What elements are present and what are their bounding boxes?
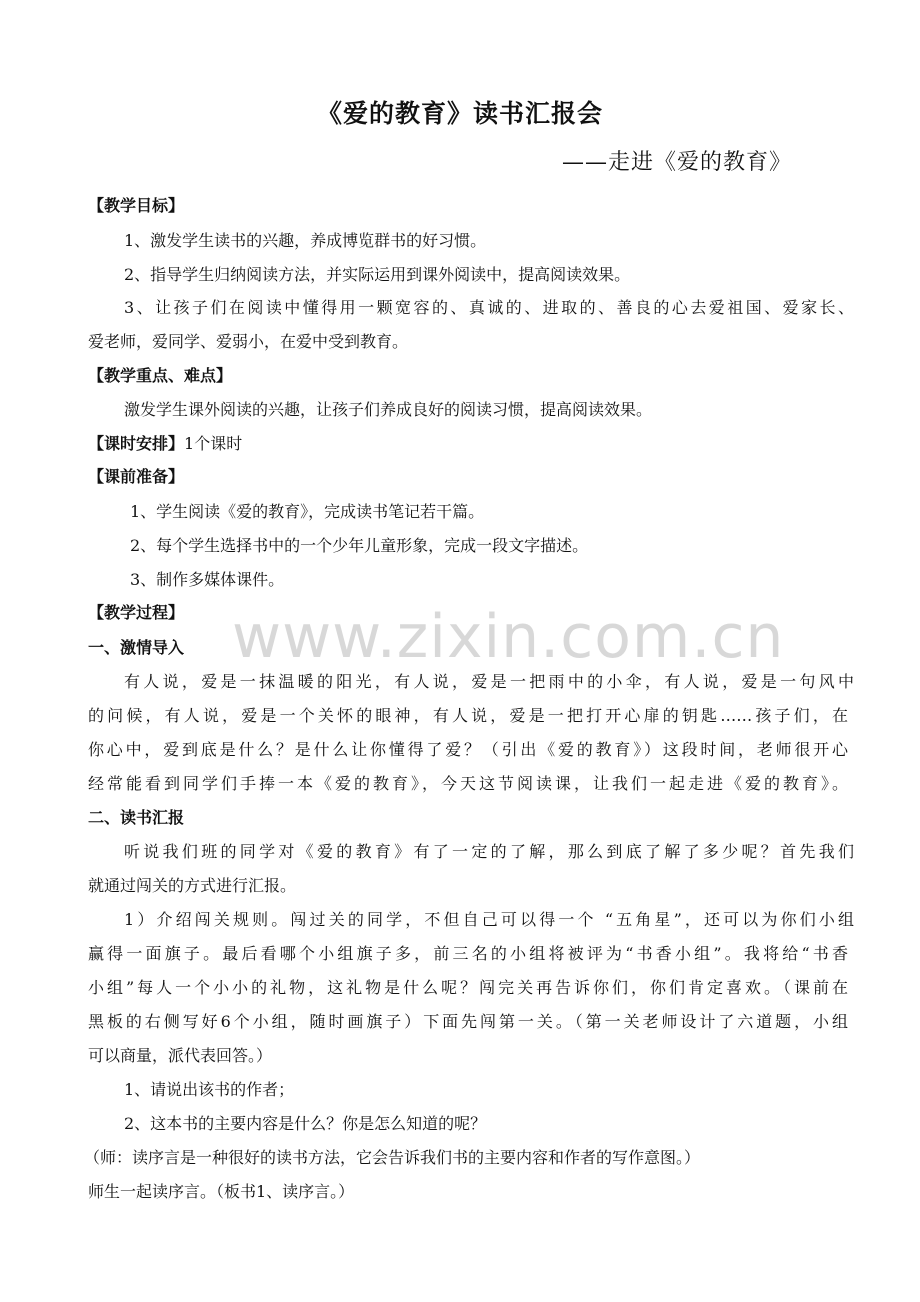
focus-heading: 【教学重点、难点】 [88, 366, 233, 385]
part2-line: 师生一起读序言。（板书1、读序言。） [88, 1182, 355, 1201]
objective-item-continued: 爱老师，爱同学、爱弱小，在爱中受到教育。 [88, 332, 409, 351]
preparation-item: 2、每个学生选择书中的一个少年儿童形象，完成一段文字描述。 [130, 536, 589, 555]
part2-line: 黑板的右侧写好6个小组，随时画旗子）下面先闯第一关。（第一关老师设计了六道题，小组 [88, 1012, 848, 1031]
part2-line: 可以商量，派代表回答。） [88, 1046, 273, 1065]
preparation-heading: 【课前准备】 [88, 467, 185, 486]
objectives-heading: 【教学目标】 [88, 196, 185, 215]
part2-line: （师：读序言是一种很好的读书方法，它会告诉我们书的主要内容和作者的写作意图。） [84, 1148, 701, 1167]
page-subtitle: ——走进《爱的教育》 [561, 150, 792, 175]
schedule-line [88, 434, 848, 454]
part1-line: 经常能看到同学们手捧一本《爱的教育》，今天这节阅读课，让我们一起走进《爱的教育》。 [88, 774, 848, 793]
part1-line: 的问候，有人说，爱是一个关怀的眼神，有人说，爱是一把打开心扉的钥匙……孩子们，在 [88, 706, 848, 725]
schedule-text: 1个课时 [184, 434, 243, 453]
preparation-item: 3、制作多媒体课件。 [130, 570, 285, 589]
schedule-heading: 【课时安排】 [88, 434, 185, 453]
part2-line: 就通过闯关的方式进行汇报。 [88, 876, 297, 895]
part2-line: 1、请说出该书的作者； [124, 1080, 295, 1099]
part2-line: 1）介绍闯关规则。闯过关的同学，不但自己可以得一个 “五角星”，还可以为你们小组 [124, 910, 854, 929]
part2-line: 2、这本书的主要内容是什么？你是怎么知道的呢？ [124, 1114, 487, 1133]
page-title: 《爱的教育》读书汇报会 [316, 99, 603, 128]
part2-heading: 二、读书汇报 [88, 808, 185, 827]
objective-item: 2、指导学生归纳阅读方法，并实际运用到课外阅读中，提高阅读效果。 [124, 265, 631, 284]
part1-heading: 一、激情导入 [88, 638, 185, 657]
part2-line: 赢得一面旗子。最后看哪个小组旗子多，前三名的小组将被评为“书香小组”。我将给“书香 [88, 944, 848, 963]
part1-line: 有人说，爱是一抹温暖的阳光，有人说，爱是一把雨中的小伞，有人说，爱是一句风中 [124, 672, 854, 691]
objective-item: 1、激发学生读书的兴趣，养成博览群书的好习惯。 [124, 231, 487, 250]
part1-line: 你心中，爱到底是什么？是什么让你懂得了爱？（引出《爱的教育》）这段时间，老师很开心 [88, 740, 848, 759]
part2-line: 小组”每人一个小小的礼物，这礼物是什么呢？闯完关再告诉你们，你们肯定喜欢。（课前在 [88, 978, 848, 997]
process-heading: 【教学过程】 [88, 603, 185, 622]
focus-text: 激发学生课外阅读的兴趣，让孩子们养成良好的阅读习惯，提高阅读效果。 [124, 400, 653, 419]
objective-item: 3、让孩子们在阅读中懂得用一颗宽容的、真诚的、进取的、善良的心去爱祖国、爱家长、 [124, 298, 854, 317]
part2-line: 听说我们班的同学对《爱的教育》有了一定的了解，那么到底了解了多少呢？首先我们 [124, 842, 854, 861]
preparation-item: 1、学生阅读《爱的教育》，完成读书笔记若干篇。 [130, 502, 485, 521]
watermark: www.zixin.com.cn [232, 602, 785, 672]
